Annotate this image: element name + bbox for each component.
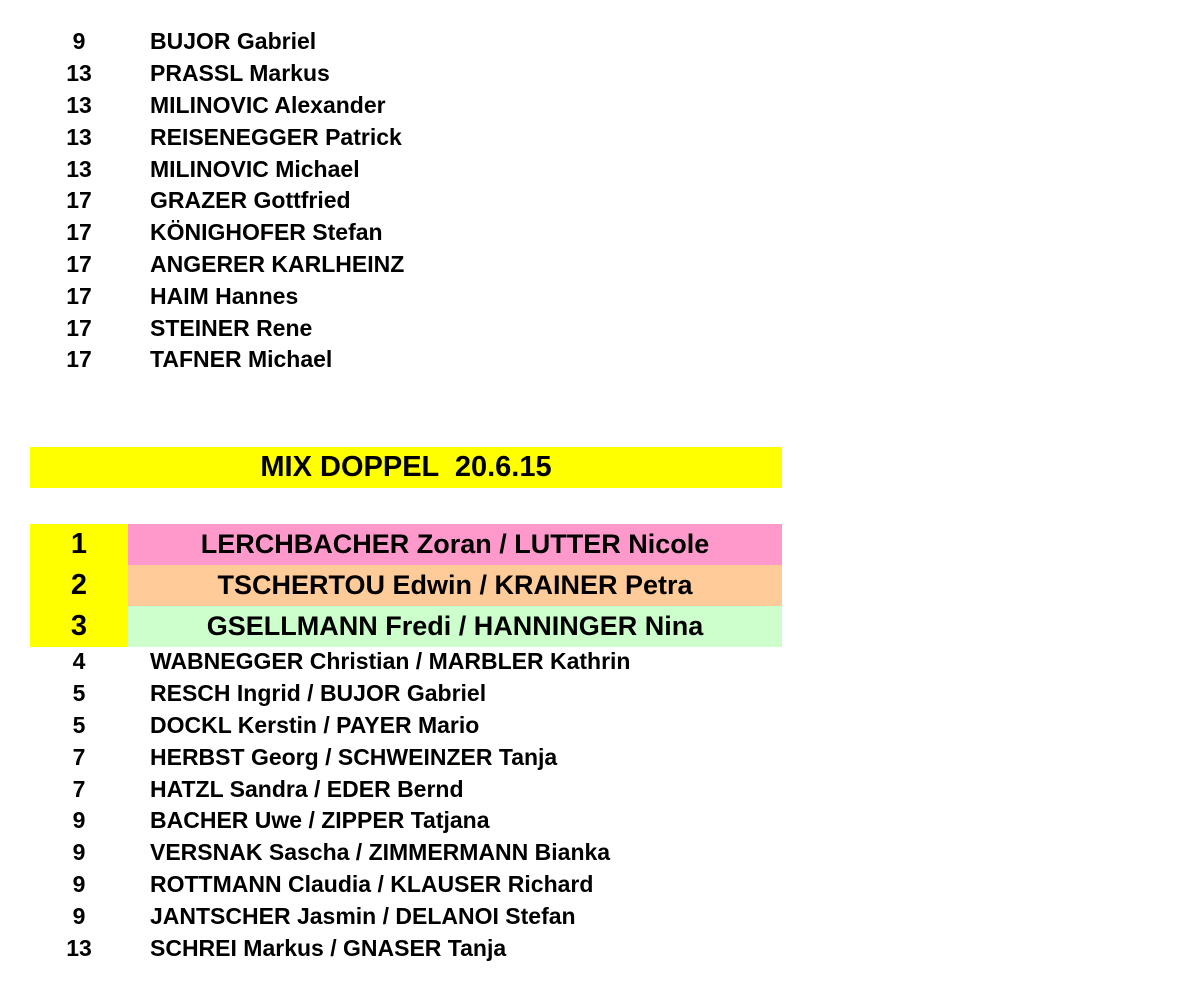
result-row (30, 217, 782, 249)
rank-cell: 17 (66, 346, 92, 373)
result-row (30, 900, 782, 932)
result-row (30, 185, 782, 217)
name-cell: DOCKL Kerstin / PAYER Mario (150, 711, 480, 738)
result-row (30, 741, 782, 773)
result-row (30, 837, 782, 869)
rank-cell: 5 (72, 680, 86, 707)
rank-cell: 9 (72, 839, 86, 866)
rank-cell: 17 (66, 250, 92, 277)
name-cell: TAFNER Michael (150, 346, 333, 373)
rank-cell: 9 (72, 870, 86, 897)
name-cell: HERBST Georg / SCHWEINZER Tanja (150, 743, 558, 770)
result-row (30, 249, 782, 281)
rank-cell: 7 (72, 743, 86, 770)
name-cell: ANGERER KARLHEINZ (150, 250, 405, 277)
podium-row-first (30, 524, 782, 565)
rank-cell: 13 (66, 155, 92, 182)
rank-cell: 9 (72, 807, 86, 834)
rank-cell: 13 (66, 123, 92, 150)
result-row (30, 646, 782, 678)
rank-cell: 17 (66, 282, 92, 309)
section-title-mix-doppel: MIX DOPPEL 20.6.15 (30, 447, 782, 488)
mix-doppel-results-list (30, 646, 782, 964)
name-cell: HATZL Sandra / EDER Bernd (150, 775, 464, 802)
rank-cell: 13 (66, 934, 92, 961)
name-cell: VERSNAK Sascha / ZIMMERMANN Bianka (150, 839, 611, 866)
podium-names: LERCHBACHER Zoran / LUTTER Nicole (128, 524, 782, 565)
rank-cell: 13 (66, 91, 92, 118)
rank-cell: 17 (66, 187, 92, 214)
rank-cell: 17 (66, 314, 92, 341)
rank-cell: 5 (72, 711, 86, 738)
name-cell: KÖNIGHOFER Stefan (150, 219, 383, 246)
result-row (30, 312, 782, 344)
result-row (30, 90, 782, 122)
rank-cell: 9 (72, 28, 86, 55)
result-row (30, 805, 782, 837)
name-cell: BACHER Uwe / ZIPPER Tatjana (150, 807, 490, 834)
podium-row-second (30, 565, 782, 606)
rank-cell: 17 (66, 219, 92, 246)
podium-rank: 3 (30, 606, 128, 647)
name-cell: SCHREI Markus / GNASER Tanja (150, 934, 507, 961)
name-cell: ROTTMANN Claudia / KLAUSER Richard (150, 870, 594, 897)
rank-cell: 9 (72, 902, 86, 929)
name-cell: HAIM Hannes (150, 282, 299, 309)
result-row (30, 773, 782, 805)
name-cell: PRASSL Markus (150, 60, 330, 87)
result-row (30, 932, 782, 964)
podium-names: TSCHERTOU Edwin / KRAINER Petra (128, 565, 782, 606)
result-row (30, 121, 782, 153)
name-cell: MILINOVIC Michael (150, 155, 360, 182)
name-cell: BUJOR Gabriel (150, 28, 317, 55)
previous-results-list (30, 26, 782, 376)
result-row (30, 280, 782, 312)
podium-rank: 1 (30, 524, 128, 565)
name-cell: JANTSCHER Jasmin / DELANOI Stefan (150, 902, 576, 929)
podium-names: GSELLMANN Fredi / HANNINGER Nina (128, 606, 782, 647)
name-cell: MILINOVIC Alexander (150, 91, 386, 118)
result-row (30, 26, 782, 58)
name-cell: REISENEGGER Patrick (150, 123, 402, 150)
podium-rank: 2 (30, 565, 128, 606)
result-row (30, 58, 782, 90)
name-cell: RESCH Ingrid / BUJOR Gabriel (150, 680, 487, 707)
rank-cell: 13 (66, 60, 92, 87)
name-cell: GRAZER Gottfried (150, 187, 351, 214)
result-row (30, 344, 782, 376)
rank-cell: 4 (72, 648, 86, 675)
result-row (30, 869, 782, 901)
rank-cell: 7 (72, 775, 86, 802)
podium-table (30, 524, 782, 647)
name-cell: STEINER Rene (150, 314, 313, 341)
name-cell: WABNEGGER Christian / MARBLER Kathrin (150, 648, 631, 675)
podium-row-third (30, 606, 782, 647)
result-row (30, 678, 782, 710)
result-row (30, 710, 782, 742)
result-row (30, 153, 782, 185)
